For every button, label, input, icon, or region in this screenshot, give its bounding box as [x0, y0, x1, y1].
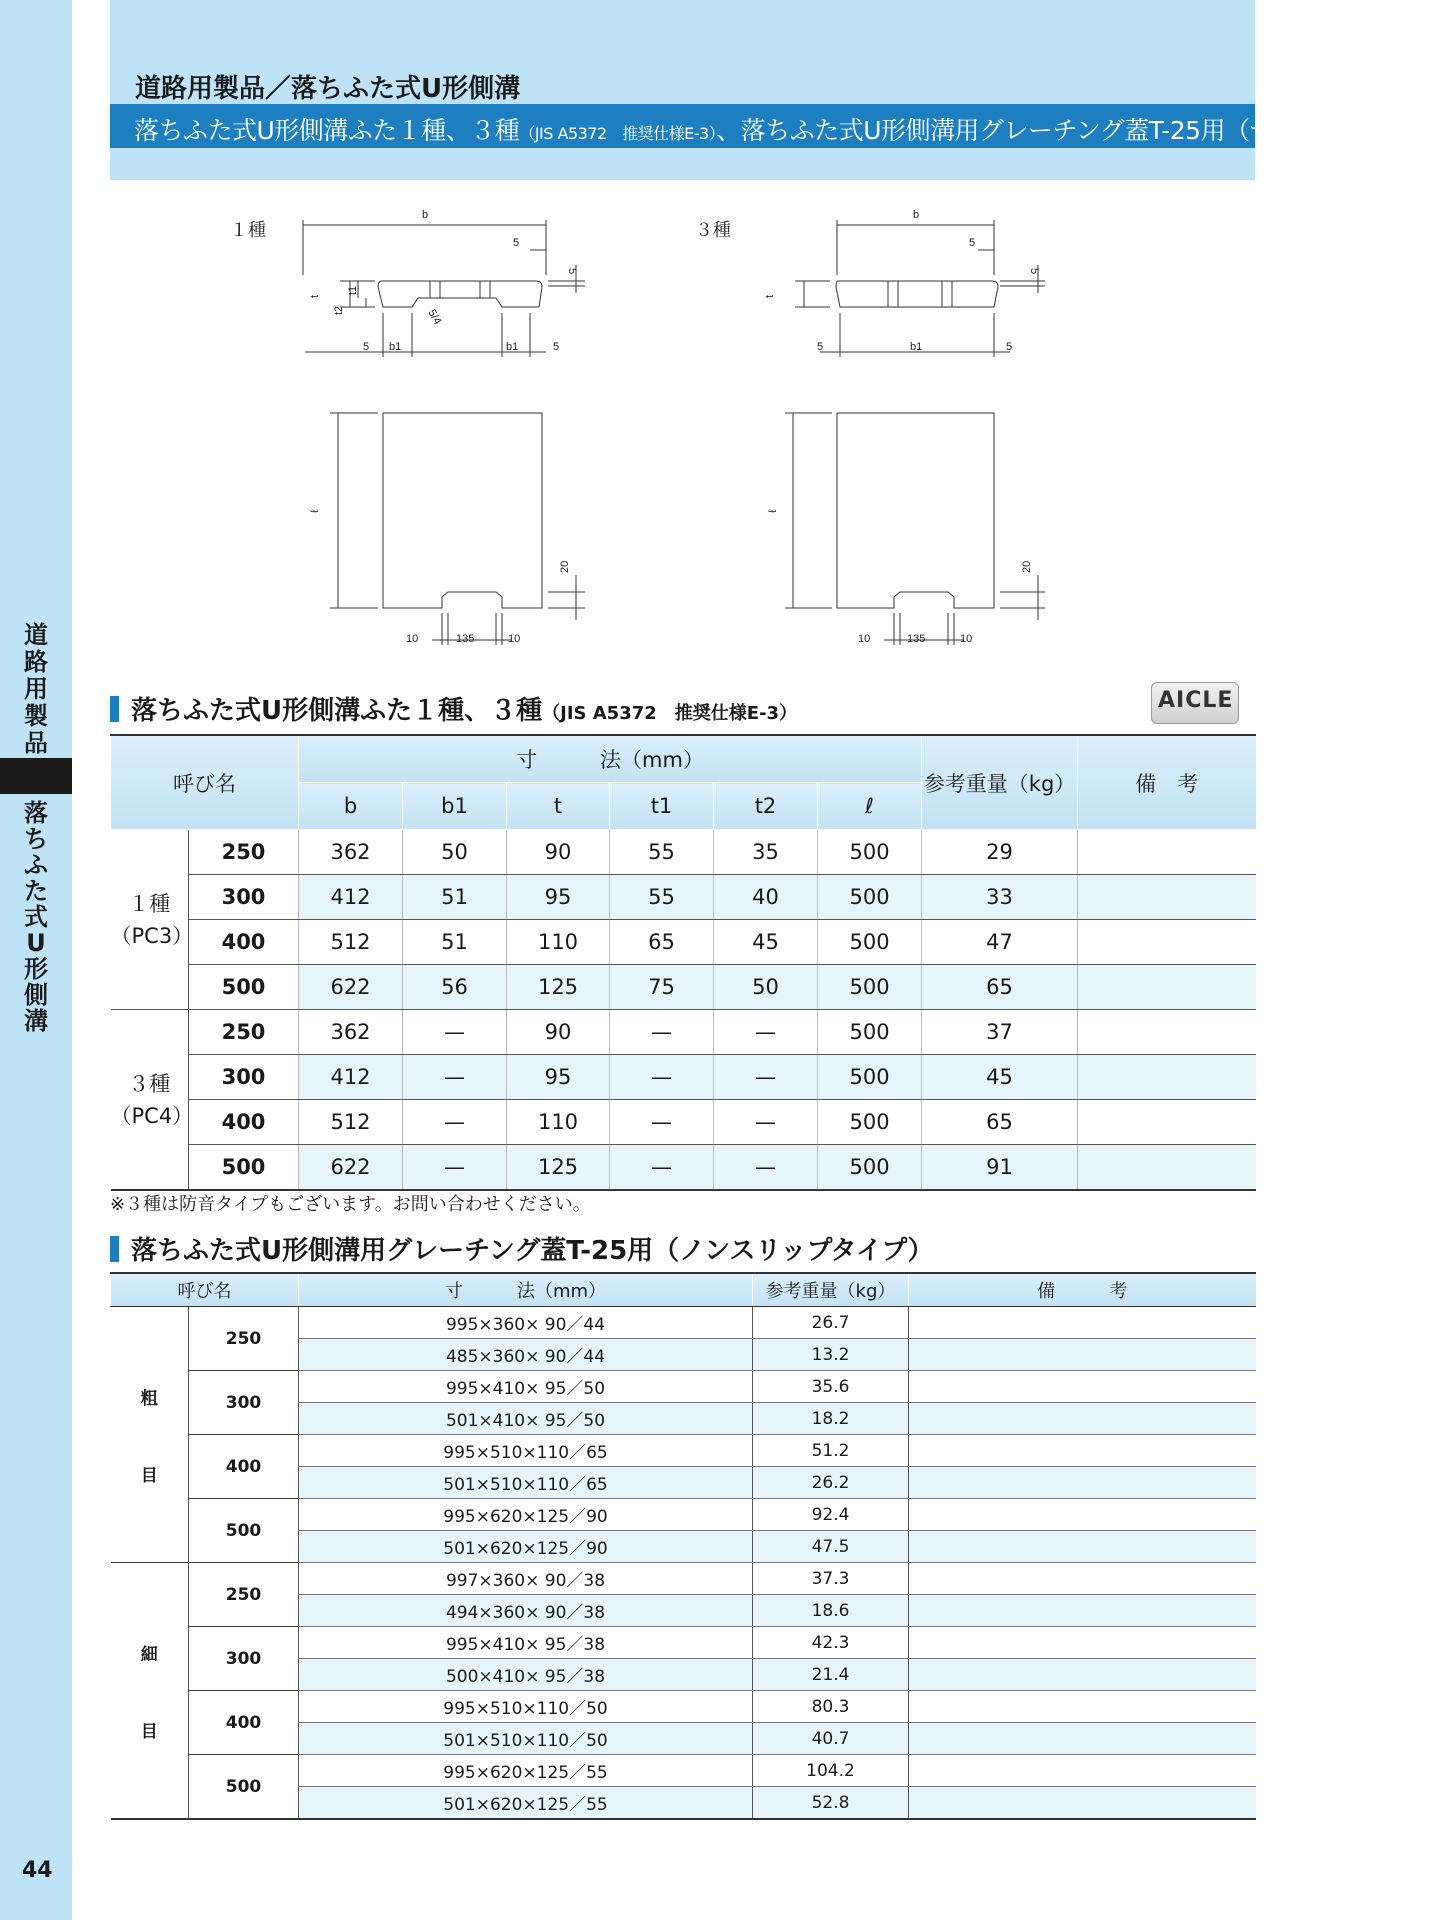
t2-cell-size: 250 — [189, 1307, 299, 1371]
type3-dim-b1-text: b1 — [910, 341, 923, 353]
sidebar-subcategory: 落ちふた式U形側溝 — [24, 799, 48, 1035]
t2-cell-remarks — [909, 1723, 1256, 1755]
type1-plan-outline — [383, 413, 542, 608]
t1-cell-t1: 55 — [610, 830, 714, 875]
t1-cell-weight: 29 — [922, 830, 1078, 875]
t1-cell-remarks — [1078, 830, 1256, 875]
t1-cell-t: 110 — [507, 1100, 610, 1145]
type1-dim-5b-text: 5 — [566, 268, 578, 275]
t1-cell-size: 400 — [189, 920, 299, 965]
t1-cell-l: 500 — [818, 920, 922, 965]
type1-dim-b1a-text: b1 — [389, 341, 402, 353]
t1-cell-b1: 51 — [403, 920, 507, 965]
t2-cell-weight: 26.7 — [753, 1307, 909, 1339]
t2-cell-weight: 18.2 — [753, 1403, 909, 1435]
t2-cell-weight: 18.6 — [753, 1595, 909, 1627]
t2-group-coarse — [111, 1307, 189, 1563]
t2-cell-size: 400 — [189, 1435, 299, 1499]
type1-plan-10a-text: 10 — [406, 633, 419, 645]
table-row — [111, 1755, 1256, 1787]
t1-cell-size: 500 — [189, 1145, 299, 1191]
t1-cell-b: 412 — [299, 1055, 403, 1100]
t2-cell-dims: 501×510×110／50 — [299, 1723, 753, 1755]
t2-cell-remarks — [909, 1531, 1256, 1563]
t1-cell-l: 500 — [818, 1145, 922, 1191]
technical-drawing — [110, 195, 1110, 665]
t2-cell-size: 300 — [189, 1371, 299, 1435]
type1-plan-10b-text: 10 — [508, 633, 521, 645]
t1-cell-size: 250 — [189, 1010, 299, 1055]
t2-cell-dims: 501×620×125／90 — [299, 1531, 753, 1563]
t1-cell-b: 362 — [299, 830, 403, 875]
type3-plan-135-text: 135 — [907, 633, 926, 645]
t2-group-fine-label-2: 目 — [140, 1721, 158, 1742]
t1-cell-l: 500 — [818, 830, 922, 875]
t1-cell-b1: 51 — [403, 875, 507, 920]
t2-cell-dims: 494×360× 90／38 — [299, 1595, 753, 1627]
t1-cell-t2: 40 — [714, 875, 818, 920]
t1-cell-size: 250 — [189, 830, 299, 875]
t1-header-remarks: 備 考 — [1078, 735, 1256, 830]
t2-cell-remarks — [909, 1755, 1256, 1787]
t1-cell-t: 90 — [507, 1010, 610, 1055]
t2-cell-weight: 47.5 — [753, 1531, 909, 1563]
table-row — [111, 1563, 1256, 1595]
t2-cell-weight: 13.2 — [753, 1339, 909, 1371]
t2-cell-remarks — [909, 1403, 1256, 1435]
t2-cell-dims: 500×410× 95／38 — [299, 1659, 753, 1691]
table-row — [111, 1499, 1256, 1531]
t1-cell-t1: 65 — [610, 920, 714, 965]
t2-cell-dims: 501×620×125／55 — [299, 1787, 753, 1820]
t1-cell-size: 500 — [189, 965, 299, 1010]
t2-header-remarks: 備 考 — [909, 1273, 1256, 1307]
t1-cell-t1: — — [610, 1145, 714, 1191]
type3-dim-b-text: b — [913, 209, 920, 221]
t1-header-b1: b1 — [403, 783, 507, 830]
t1-cell-b1: 50 — [403, 830, 507, 875]
t2-cell-remarks — [909, 1627, 1256, 1659]
page-title: 道路用製品／落ちふた式U形側溝 — [135, 74, 521, 104]
t1-cell-l: 500 — [818, 875, 922, 920]
table-row — [111, 1307, 1256, 1339]
type1-plan-l-text: ℓ — [309, 509, 321, 513]
table-row — [111, 965, 1256, 1010]
t2-cell-dims: 995×410× 95／50 — [299, 1371, 753, 1403]
section2-title-main: 落ちふた式U形側溝用グレーチング蓋T-25用（ノンスリップタイプ） — [131, 1236, 934, 1266]
type3-dim-5a-text: 5 — [969, 237, 976, 249]
t1-header-dims: 寸 法（mm） — [299, 735, 922, 783]
table-row — [111, 1010, 1256, 1055]
t1-cell-weight: 65 — [922, 1100, 1078, 1145]
type3-dim-5c-text: 5 — [817, 341, 824, 353]
t2-cell-dims: 995×620×125／90 — [299, 1499, 753, 1531]
type3-label: ３種 — [695, 220, 731, 241]
header-bar-text — [134, 111, 1444, 147]
table-row — [111, 1100, 1256, 1145]
t2-cell-remarks — [909, 1595, 1256, 1627]
t1-cell-t: 95 — [507, 1055, 610, 1100]
t1-cell-size: 400 — [189, 1100, 299, 1145]
t1-cell-weight: 33 — [922, 875, 1078, 920]
t1-header-b: b — [299, 783, 403, 830]
t2-cell-size: 500 — [189, 1499, 299, 1563]
t1-cell-weight: 45 — [922, 1055, 1078, 1100]
t1-cell-remarks — [1078, 1145, 1256, 1191]
t1-cell-t2: — — [714, 1055, 818, 1100]
t1-cell-b: 622 — [299, 1145, 403, 1191]
table-row — [111, 1145, 1256, 1191]
t2-cell-remarks — [909, 1691, 1256, 1723]
t1-cell-t: 95 — [507, 875, 610, 920]
t1-group-type3-code: （PC4） — [110, 1103, 194, 1128]
t1-cell-size: 300 — [189, 875, 299, 920]
aicle-logo — [1151, 682, 1239, 724]
type1-label: １種 — [230, 220, 266, 241]
t2-cell-weight: 51.2 — [753, 1435, 909, 1467]
t1-cell-remarks — [1078, 875, 1256, 920]
t1-cell-b: 622 — [299, 965, 403, 1010]
t1-header-l: ℓ — [818, 783, 922, 830]
t2-cell-size: 400 — [189, 1691, 299, 1755]
section1-marker — [110, 696, 119, 722]
t1-cell-t: 110 — [507, 920, 610, 965]
t1-cell-t2: 45 — [714, 920, 818, 965]
t1-group-type1-label: １種 — [128, 891, 171, 916]
type3-dim-5d-text: 5 — [1006, 341, 1013, 353]
sidebar-divider — [0, 758, 72, 794]
section2-title — [110, 1230, 933, 1267]
t1-cell-b1: — — [403, 1010, 507, 1055]
t1-cell-weight: 65 — [922, 965, 1078, 1010]
t1-cell-t1: — — [610, 1055, 714, 1100]
t2-header-name: 呼び名 — [111, 1273, 299, 1307]
section1-title — [110, 690, 797, 727]
type1-plan-20-text: 20 — [559, 560, 571, 573]
table-row — [111, 830, 1256, 875]
section1-title-main: 落ちふた式U形側溝ふた１種、３種 — [131, 696, 543, 726]
table-row — [111, 1691, 1256, 1723]
table-row — [111, 1371, 1256, 1403]
t1-header-t2: t2 — [714, 783, 818, 830]
type3-section-outline — [836, 281, 998, 307]
t1-header-t1: t1 — [610, 783, 714, 830]
sidebar-category: 道路用製品 — [24, 621, 48, 757]
t2-cell-dims: 995×620×125／55 — [299, 1755, 753, 1787]
t1-cell-remarks — [1078, 920, 1256, 965]
table-row — [111, 920, 1256, 965]
type3-plan-20-text: 20 — [1021, 560, 1033, 573]
t1-cell-b: 412 — [299, 875, 403, 920]
type1-dim-b1b-text: b1 — [506, 341, 519, 353]
t2-cell-weight: 35.6 — [753, 1371, 909, 1403]
t1-cell-remarks — [1078, 1010, 1256, 1055]
t2-cell-remarks — [909, 1371, 1256, 1403]
t2-cell-weight: 37.3 — [753, 1563, 909, 1595]
t2-group-fine-label-1: 細 — [140, 1644, 158, 1665]
t2-cell-dims: 995×510×110／65 — [299, 1435, 753, 1467]
type1-dim-5c-text: 5 — [363, 341, 370, 353]
type1-dim-5d-text: 5 — [553, 341, 560, 353]
type1-dim-slope-text: 5/4 — [425, 307, 444, 327]
section1-title-standard: （JIS A5372 推奨仕様E-3） — [542, 703, 798, 724]
t2-group-fine — [111, 1563, 189, 1820]
t1-cell-t1: — — [610, 1100, 714, 1145]
type3-dim-t-text: t — [764, 294, 776, 298]
t1-cell-remarks — [1078, 965, 1256, 1010]
t2-cell-weight: 80.3 — [753, 1691, 909, 1723]
t1-cell-t2: — — [714, 1145, 818, 1191]
type1-dim-t2-text: t2 — [333, 305, 345, 315]
t2-cell-weight: 21.4 — [753, 1659, 909, 1691]
t2-cell-remarks — [909, 1339, 1256, 1371]
type1-dim-t-text: t — [309, 294, 321, 298]
t2-cell-weight: 42.3 — [753, 1627, 909, 1659]
t1-cell-b1: — — [403, 1055, 507, 1100]
t2-cell-weight: 26.2 — [753, 1467, 909, 1499]
t1-cell-t2: — — [714, 1010, 818, 1055]
header-bar-main-2: 、落ちふた式U形側溝用グレーチング蓋T-25用（ザラザラタイプ） — [716, 116, 1444, 145]
t2-cell-weight: 104.2 — [753, 1755, 909, 1787]
t1-cell-t: 125 — [507, 965, 610, 1010]
header-bar-standard: （JIS A5372 推奨仕様E-3） — [519, 124, 717, 143]
table-row — [111, 1435, 1256, 1467]
type3-plan-10b-text: 10 — [960, 633, 973, 645]
t1-cell-t2: 50 — [714, 965, 818, 1010]
type1-plan-135-text: 135 — [456, 633, 475, 645]
table-lid-spec — [110, 734, 1256, 1191]
aicle-logo-text: AICLE — [1158, 688, 1234, 713]
t1-cell-l: 500 — [818, 965, 922, 1010]
type1-section-outline — [378, 281, 542, 307]
table-row — [111, 1055, 1256, 1100]
t2-header-weight: 参考重量（kg） — [753, 1273, 909, 1307]
t1-header-t: t — [507, 783, 610, 830]
t1-group-type1 — [110, 830, 194, 1010]
t2-cell-remarks — [909, 1307, 1256, 1339]
t1-group-type3-label: ３種 — [128, 1071, 171, 1096]
t2-cell-remarks — [909, 1659, 1256, 1691]
t1-cell-remarks — [1078, 1100, 1256, 1145]
table-row — [111, 875, 1256, 920]
t1-cell-b: 362 — [299, 1010, 403, 1055]
t1-cell-t1: 75 — [610, 965, 714, 1010]
t2-cell-dims: 485×360× 90／44 — [299, 1339, 753, 1371]
t2-cell-size: 500 — [189, 1755, 299, 1820]
t1-cell-b1: — — [403, 1100, 507, 1145]
t2-cell-dims: 995×410× 95／38 — [299, 1627, 753, 1659]
table1-note: ※３種は防音タイプもございます。お問い合わせください。 — [110, 1194, 591, 1215]
header-bar — [110, 104, 1444, 148]
t1-cell-weight: 37 — [922, 1010, 1078, 1055]
t1-cell-t2: 35 — [714, 830, 818, 875]
table-row — [111, 1627, 1256, 1659]
t1-cell-t: 125 — [507, 1145, 610, 1191]
t2-group-coarse-label-1: 粗 — [140, 1388, 158, 1409]
t2-cell-remarks — [909, 1467, 1256, 1499]
t1-header-weight: 参考重量（kg） — [922, 735, 1078, 830]
t1-cell-b1: — — [403, 1145, 507, 1191]
t1-cell-b: 512 — [299, 1100, 403, 1145]
page-number: 44 — [22, 1858, 53, 1883]
t2-cell-dims: 997×360× 90／38 — [299, 1563, 753, 1595]
t2-group-coarse-label-2: 目 — [140, 1465, 158, 1486]
t2-cell-weight: 52.8 — [753, 1787, 909, 1820]
t1-group-type3 — [110, 1010, 194, 1191]
t1-cell-l: 500 — [818, 1100, 922, 1145]
t1-group-type1-code: （PC3） — [110, 923, 194, 948]
table-grating-spec — [110, 1272, 1256, 1820]
t1-cell-l: 500 — [818, 1055, 922, 1100]
type3-plan-outline — [837, 413, 994, 608]
t2-cell-size: 300 — [189, 1627, 299, 1691]
t2-cell-remarks — [909, 1499, 1256, 1531]
t1-cell-size: 300 — [189, 1055, 299, 1100]
header-bar-main-1: 落ちふた式U形側溝ふた１種、３種 — [134, 116, 520, 145]
t2-header-dims: 寸 法（mm） — [299, 1273, 753, 1307]
t1-cell-t2: — — [714, 1100, 818, 1145]
type3-dim-5b-text: 5 — [1028, 268, 1040, 275]
t1-cell-t1: — — [610, 1010, 714, 1055]
t2-cell-remarks — [909, 1435, 1256, 1467]
t1-cell-weight: 91 — [922, 1145, 1078, 1191]
t1-cell-l: 500 — [818, 1010, 922, 1055]
t1-cell-b: 512 — [299, 920, 403, 965]
t2-cell-weight: 92.4 — [753, 1499, 909, 1531]
t2-cell-remarks — [909, 1787, 1256, 1820]
t1-cell-t1: 55 — [610, 875, 714, 920]
type3-plan-10a-text: 10 — [858, 633, 871, 645]
section2-marker — [110, 1236, 119, 1262]
t1-cell-weight: 47 — [922, 920, 1078, 965]
t2-cell-remarks — [909, 1563, 1256, 1595]
t2-cell-dims: 995×360× 90／44 — [299, 1307, 753, 1339]
type1-dim-b-text: b — [422, 209, 429, 221]
t1-cell-remarks — [1078, 1055, 1256, 1100]
t1-cell-b1: 56 — [403, 965, 507, 1010]
t1-header-name: 呼び名 — [111, 735, 299, 830]
type1-dim-5a-text: 5 — [513, 237, 520, 249]
t2-cell-dims: 501×510×110／65 — [299, 1467, 753, 1499]
t1-cell-t: 90 — [507, 830, 610, 875]
type3-plan-l-text: ℓ — [767, 509, 779, 513]
t2-cell-weight: 40.7 — [753, 1723, 909, 1755]
t2-cell-dims: 501×410× 95／50 — [299, 1403, 753, 1435]
type1-dim-t1-text: t1 — [347, 285, 359, 295]
t2-cell-size: 250 — [189, 1563, 299, 1627]
t2-cell-dims: 995×510×110／50 — [299, 1691, 753, 1723]
